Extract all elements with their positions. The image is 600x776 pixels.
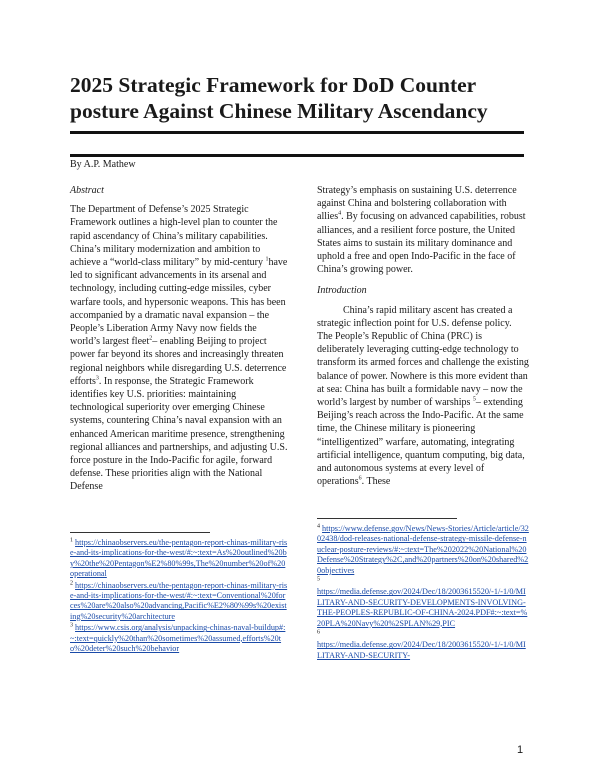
footnote-item: $^3$ https://www.csis.org/analysis/unpacking-chinas-naval-buildup#:~:text=quickly%20than%20sometimes%20assumed,efforts%20to%20deter%20such%20behavior [70,622,286,654]
intro-text-2: – extending Beijing’s reach across the Indo-Pacific. At the same time, the Chinese military is pioneering “intelligentized” warfare, automating, integrating artificial intelligence, quantum computing, big data, and autonomous systems at every level of operations [317,397,525,488]
footnote-divider-right [317,518,457,519]
abstract-continuation [317,184,529,276]
abstract-text-2: have led to significant advancements in its arsenal and technology, including cutting-edge missiles, cyber warfare tools, and hypersonic weapons. This has been accompanied by a dramatic naval expansion – the People’s Liberation Army Navy now fields the world’s largest fleet [70,257,288,348]
abstract-text-4: . In response, the Strategic Framework identifies key U.S. priorities: maintaining technological superiority over emerging Chinese systems, countering China’s naval expansion with an enhanced American maritime presence, strengthening regional alliances and partnerships, and adjusting U.S. force posture in the Indo-Pacific for agile, forward defense. These priorities align with the National Defense [70,375,288,493]
intro-text-3: . These [361,476,391,488]
footnote-ref-4[interactable]: 4 [338,211,342,218]
title-line-1: 2025 Strategic Framework for DoD Counter [70,73,477,97]
abstract-heading: Abstract [70,185,104,196]
footnote-link[interactable]: https://www.defense.gov/News/News-Stories/Article/article/3202438/dod-releases-national-defense-strategy-missile-defense-nuclear-posture-reviews/#:~:text=The%202022%20National%20Defense%20Strategy%2C,and%20partners%20on%20shared%20objectives [317,524,529,575]
footnote-ref-6[interactable]: 6 [358,475,362,482]
abstract-text-4-cont: Strategy’s emphasis on sustaining U.S. deterrence against China and bolstering collaboration with allies [317,185,517,223]
footnote-link[interactable]: https://media.defense.gov/2024/Dec/18/2003615520/-1/-1/0/MILITARY-AND-SECURITY- [317,640,526,660]
author-line: By A.P. Mathew [70,159,136,170]
footnote-link[interactable]: https://www.csis.org/analysis/unpacking-chinas-naval-buildup#:~:text=quickly%20than%20sometimes%20assumed,efforts%20to%20deter%20such%20behavior [70,623,286,654]
intro-text-1: China’s rapid military ascent has created a strategic inflection point for U.S. defense policy. The People’s Republic of China (PRC) is deliberately leveraging cutting-edge technology to transform its armed forces and challenge the existing balance of power. Nowhere is this more evident than at sea: China has built a formidable navy – now the world’s largest by number of warships [317,304,529,409]
footnotes-left [70,538,288,655]
footnotes-right [317,524,529,662]
introduction-heading: Introduction [317,285,367,297]
introduction-paragraph [317,304,529,489]
footnote-item: $^1$ https://chinaobservers.eu/the-pentagon-report-chinas-military-rise-and-its-implications-for-the-west/#:~:text=As%20outlined%20by%20the%20Pentagon%E2%80%99s,The%20number%20of%20operational [70,537,288,579]
footnote-link[interactable]: https://media.defense.gov/2024/Dec/18/2003615520/-1/-1/0/MILITARY-AND-SECURITY-DEVELOPMENTS-INVOLVING-THE-PEOPLES-REPUBLIC-OF-CHINA-2024.PDF#:~:text=%20PLA%20Navy%20%2SPLAN%29,PIC [317,587,528,628]
paper-title [70,72,540,124]
column-right [317,184,529,496]
abstract-text-1: The Department of Defense’s 2025 Strategic Framework outlines a high-level plan to counter the rapid ascendancy of China’s military capabilities. China’s military modernization and ambition to achieve a “world-class military” by mid-century [70,204,278,269]
footnote-item: $^4$ https://www.defense.gov/News/News-Stories/Article/article/3202438/dod-releases-national-defense-strategy-missile-defense-nuclear-posture-reviews/#:~:text=The%202022%20National%20Defense%20Strategy%2C,and%20partners%20on%20shared%20objectives [317,523,529,575]
abstract-text-3: – enabling Beijing to project power far beyond its shores and increasingly threaten regional neighbors while disregarding U.S. deterrence efforts [70,336,287,387]
footnote-ref-3[interactable]: 3 [95,375,99,382]
footnote-item: $^6$ https://media.defense.gov/2024/Dec/18/2003615520/-1/-1/0/MILITARY-AND-SECURITY- [317,629,526,660]
footnote-ref-1[interactable]: 1 [265,256,269,263]
footnote-ref-5[interactable]: 5 [472,396,476,403]
footnote-link[interactable]: https://chinaobservers.eu/the-pentagon-report-chinas-military-rise-and-its-implications-for-the-west/#:~:text=Conventional%20forces%20are%20also%20advancing,Pacific%E2%80%99s%20existing%20security%20architecture [70,580,288,621]
title-line-2: posture Against Chinese Military Ascendancy [70,99,488,123]
abstract-paragraph [70,203,288,493]
column-left [70,184,288,502]
title-rule-bottom [70,154,524,157]
footnote-divider-left [70,532,210,533]
footnote-item: $^2$ https://chinaobservers.eu/the-pentagon-report-chinas-military-rise-and-its-implications-for-the-west/#:~:text=Conventional%20forces%20are%20also%20advancing,Pacific%E2%80%99s%20existing%20security%20architecture [70,579,288,621]
footnote-ref-2[interactable]: 2 [149,335,153,342]
footnote-link[interactable]: https://chinaobservers.eu/the-pentagon-report-chinas-military-rise-and-its-implications-for-the-west/#:~:text=As%20outlined%20by%20the%20Pentagon%E2%80%99s,The%20number%20of%20operational [70,538,288,579]
page-number: 1 [517,744,524,756]
footnote-item: $^5$ https://media.defense.gov/2024/Dec/18/2003615520/-1/-1/0/MILITARY-AND-SECURITY-DEVELOPMENTS-INVOLVING-THE-PEOPLES-REPUBLIC-OF-CHINA-2024.PDF#:~:text=%20PLA%20Navy%20%2SPLAN%29,PIC [317,576,528,628]
abstract-text-5: . By focusing on advanced capabilities, robust alliances, and a resilient force posture, the United States aims to sustain its military dominance and uphold a free and open Indo-Pacific in the face of China’s growing power. [317,211,526,276]
title-rule-top [70,131,524,134]
